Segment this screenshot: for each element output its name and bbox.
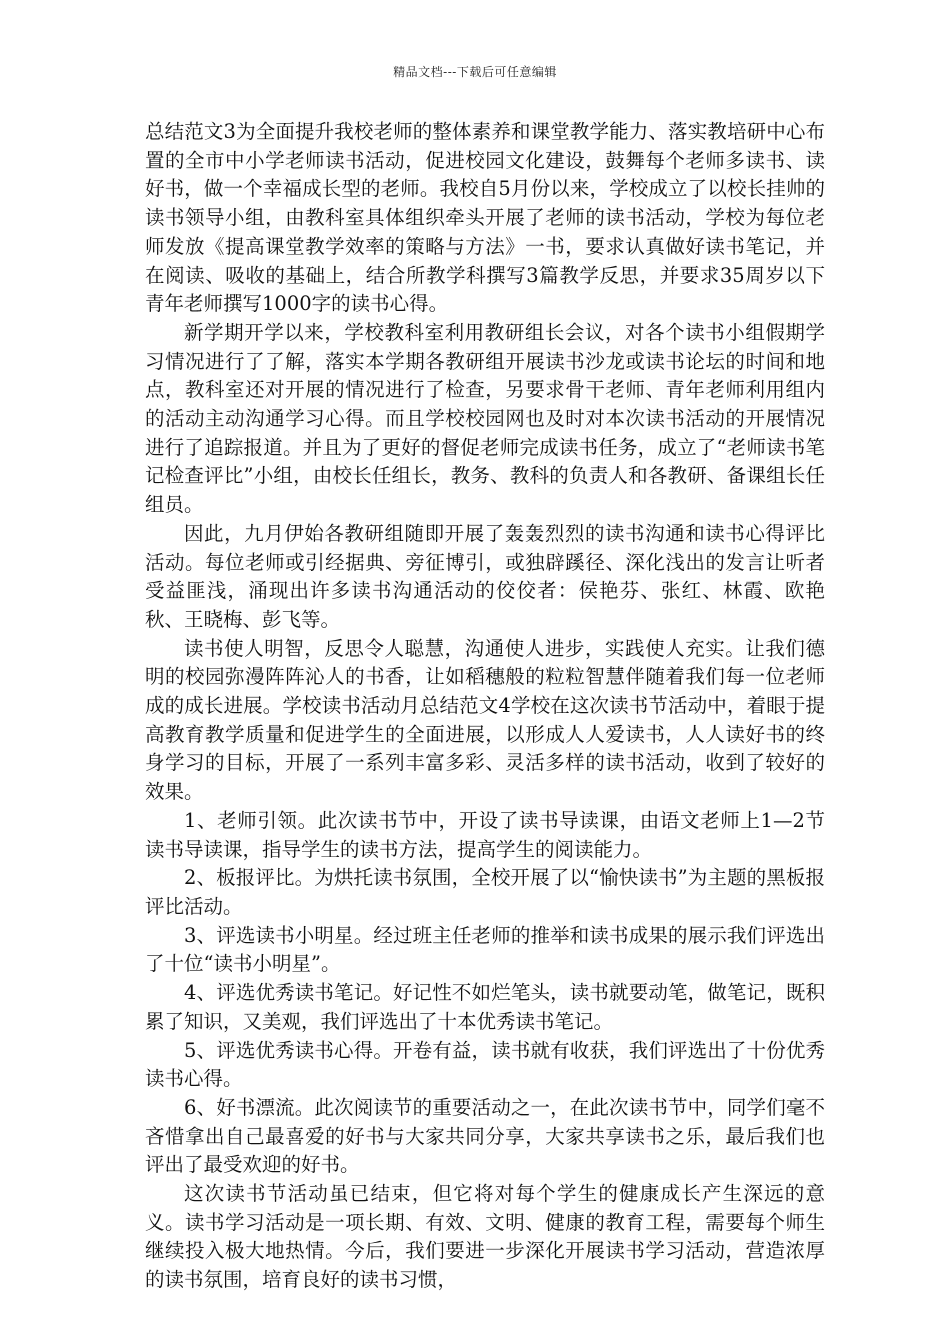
paragraph-summary-4: 读书使人明智，反思令人聪慧，沟通使人进步，实践使人充实。让我们德明的校园弥漫阵阵沁人的书香，让如稻穗般的粒粒智慧伴随着我们每一位老师成的成长进展。学校读书活动月总结范文4学校在这次读书节活动中，着眼于提高教育教学质量和促进学生的全面进展，以形成人人爱读书，人人读好书的终身学习的目标，开展了一系列丰富多彩、灵活多样的读书活动，收到了较好的效果。	[145, 636, 825, 804]
page-header: 精品文档---下载后可任意编辑	[393, 65, 557, 79]
paragraph-september: 因此，九月伊始各教研组随即开展了轰轰烈烈的读书沟通和读书心得评比活动。每位老师或引经据典、旁征博引，或独辟蹊径、深化浅出的发言让听者受益匪浅，涌现出许多读书沟通活动的佼佼者：侯艳芬、张红、林霞、欧艳秋、王晓梅、彭飞等。	[145, 521, 825, 631]
paragraph-conclusion: 这次读书节活动虽已结束，但它将对每个学生的健康成长产生深远的意义。读书学习活动是一项长期、有效、文明、健康的教育工程，需要每个师生继续投入极大地热情。今后，我们要进一步深化开展读书学习活动，营造浓厚的读书氛围，培育良好的读书习惯，	[145, 1182, 825, 1292]
paragraph-intro: 总结范文3为全面提升我校老师的整体素养和课堂教学能力、落实教培研中心布置的全市中小学老师读书活动，促进校园文化建设，鼓舞每个老师多读书、读好书，做一个幸福成长型的老师。我校自5月份以来，学校成立了以校长挂帅的读书领导小组，由教科室具体组织牵头开展了老师的读书活动，学校为每位老师发放《提高课堂教学效率的策略与方法》一书，要求认真做好读书笔记，并在阅读、吸收的基础上，结合所教学科撰写3篇教学反思，并要求35周岁以下青年老师撰写1000字的读书心得。	[145, 120, 825, 316]
list-item-notes: 4、评选优秀读书笔记。好记性不如烂笔头，读书就要动笔，做笔记，既积累了知识，又美观，我们评选出了十本优秀读书笔记。	[145, 981, 825, 1033]
paragraph-new-semester: 新学期开学以来，学校教科室利用教研组长会议，对各个读书小组假期学习情况进行了了解，落实本学期各教研组开展读书沙龙或读书论坛的时间和地点，教科室还对开展的情况进行了检查，另要求骨干老师、青年老师利用组内的活动主动沟通学习心得。而且学校校园网也及时对本次读书活动的开展情况进行了追踪报道。并且为了更好的督促老师完成读书任务，成立了“老师读书笔记检查评比”小组，由校长任组长，教务、教科的负责人和各教研、备课组长任组员。	[145, 320, 825, 517]
list-item-blackboard: 2、板报评比。为烘托读书氛围，全校开展了以“愉快读书”为主题的黑板报评比活动。	[145, 866, 825, 918]
list-item-reflections: 5、评选优秀读书心得。开卷有益，读书就有收获，我们评选出了十份优秀读书心得。	[145, 1038, 825, 1091]
list-item-reading-star: 3、评选读书小明星。经过班主任老师的推举和读书成果的展示我们评选出了十位“读书小明星”。	[145, 923, 825, 976]
document-body	[145, 118, 825, 1295]
list-item-teacher-lead: 1、老师引领。此次读书节中，开设了读书导读课，由语文老师上1—2节读书导读课，指导学生的读书方法，提高学生的阅读能力。	[145, 808, 825, 861]
list-item-book-drift: 6、好书漂流。此次阅读节的重要活动之一，在此次读书节中，同学们毫不吝惜拿出自己最喜爱的好书与大家共同分享，大家共享读书之乐，最后我们也评出了最受欢迎的好书。	[145, 1095, 825, 1177]
